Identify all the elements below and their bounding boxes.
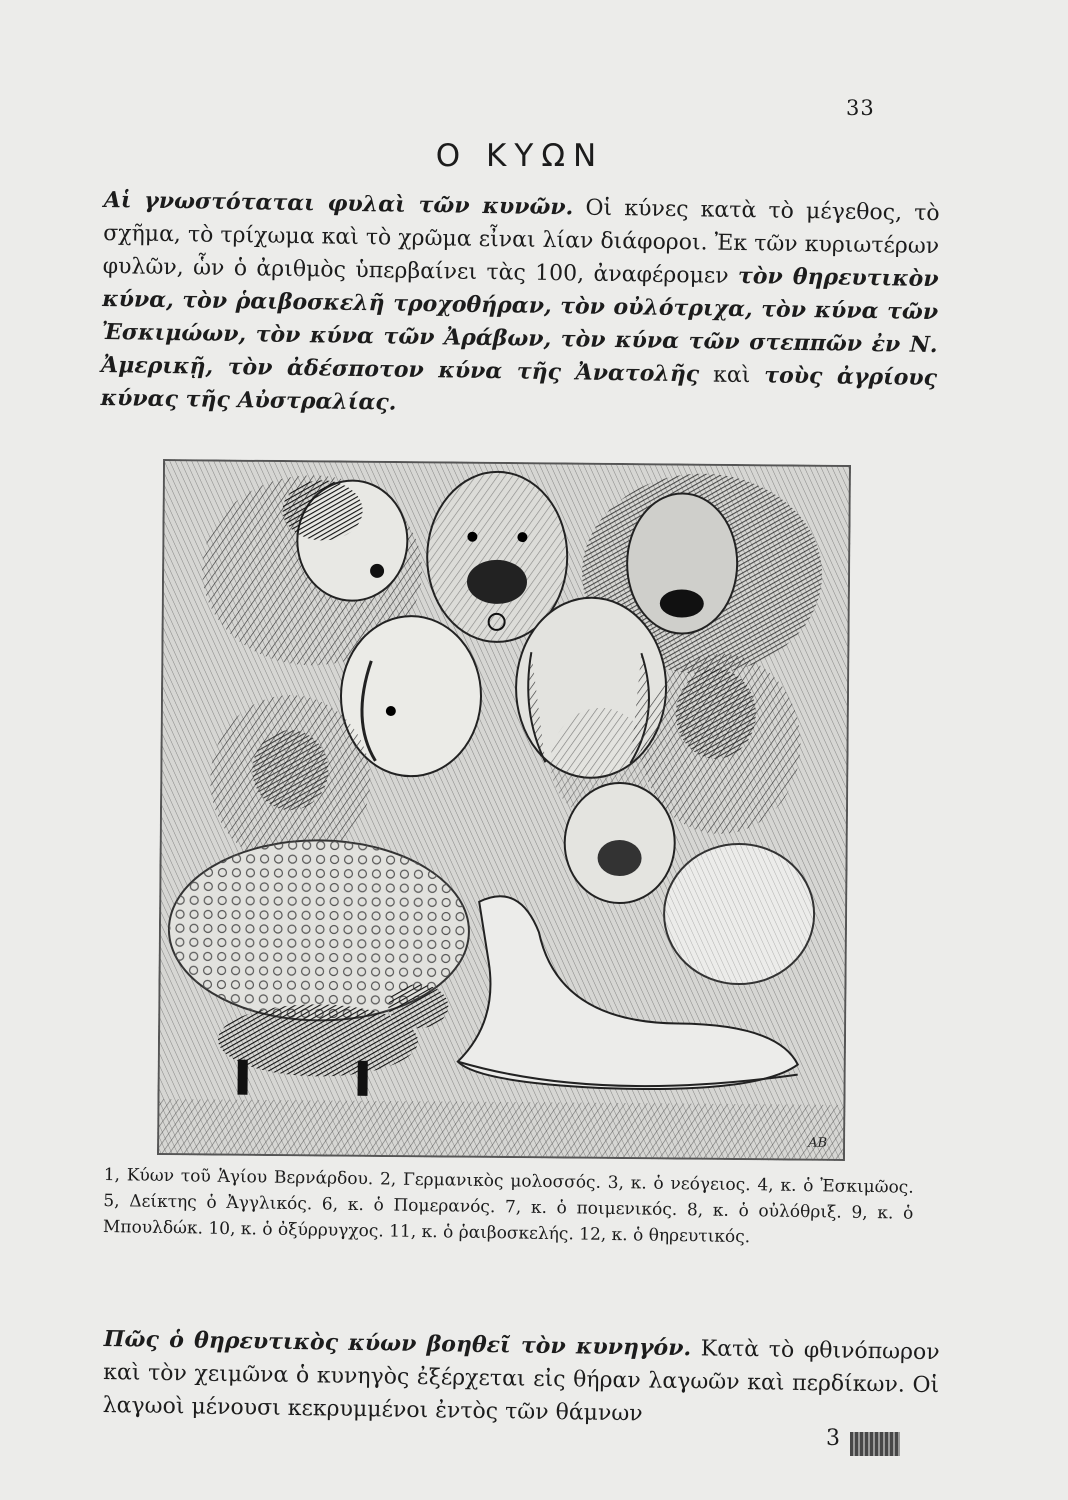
printer-mark <box>850 1432 900 1456</box>
intro-text-2: καὶ <box>698 362 765 389</box>
engraving-illustration <box>157 459 851 1161</box>
page-number: 33 <box>846 96 875 120</box>
intro-breeds-list: τὸν θηρευτικὸν κύνα, τὸν ῥαιβοσκελῆ τροχοθήραν, τὸν οὐλότριχα, τὸν κύνα τῶν Ἐσκιμώων, τὸν κύνα τῶν Ἀράβων, τὸν κύνα τῶν στεππῶν ἐν Ν. Ἀμερικῇ, τὸν ἀδέσποτον κύνα τῆς Ἀνατολῆς <box>100 262 939 388</box>
intro-text-1: Οἱ κύνες κατὰ τὸ μέγεθος, τὸ σχῆμα, τὸ τρίχωμα καὶ τὸ χρῶμα εἶναι λίαν διάφοροι. Ἐκ τῶν κυριωτέρων φυλῶν, ὧν ὁ ἀριθμὸς ὑπερβαίνει τὰς 100, ἀναφέρομεν <box>102 195 940 289</box>
dog-bulldog <box>564 783 675 904</box>
dog-spitz <box>663 843 814 984</box>
intro-heading: Αἱ γνωστόταται φυλαὶ τῶν κυνῶν. <box>103 186 574 221</box>
signature-number: 3 <box>826 1426 840 1451</box>
hunting-paragraph <box>102 1323 939 1435</box>
section-heading: Πῶς ὁ θηρευτικὸς κύων βοηθεῖ τὸν κυνηγόν. <box>103 1325 692 1362</box>
dog-eskimo <box>210 694 371 865</box>
intro-paragraph <box>100 184 940 428</box>
dog-breeds-engraving <box>157 459 851 1161</box>
figure-caption: 1, Κύων τοῦ Ἁγίου Βερνάρδου. 2, Γερμανικὸς μολοσσός. 3, κ. ὁ νεόγειος. 4, κ. ὁ Ἐσκιμῶος. 5, Δείκτης ὁ Ἀγγλικός. 6, κ. ὁ Πομερανός. 7, κ. ὁ ποιμενικός. 8, κ. ὁ οὐλόθριξ. 9, κ. ὁ Μπουλδώκ. 10, κ. ὁ ὀξύρρυγχος. 11, κ. ὁ ῥαιβοσκελής. 12, κ. ὁ θηρευτικός. <box>102 1164 914 1248</box>
engraver-signature: AB <box>808 1135 828 1151</box>
intro-australia: τοὺς ἀγρίους κύνας τῆς Αὐστραλίας. <box>100 362 938 416</box>
section-text: Κατὰ τὸ φθινόπωρον καὶ τὸν χειμῶνα ὁ κυνηγὸς ἐξέρχεται εἰς θήραν λαγωῶν καὶ περδίκων. Οἱ λαγωοὶ μένουσι κεκρυμμένοι ἐντὸς τῶν θάμνων <box>102 1336 940 1427</box>
chapter-title: Ο ΚΥΩΝ <box>435 138 605 174</box>
